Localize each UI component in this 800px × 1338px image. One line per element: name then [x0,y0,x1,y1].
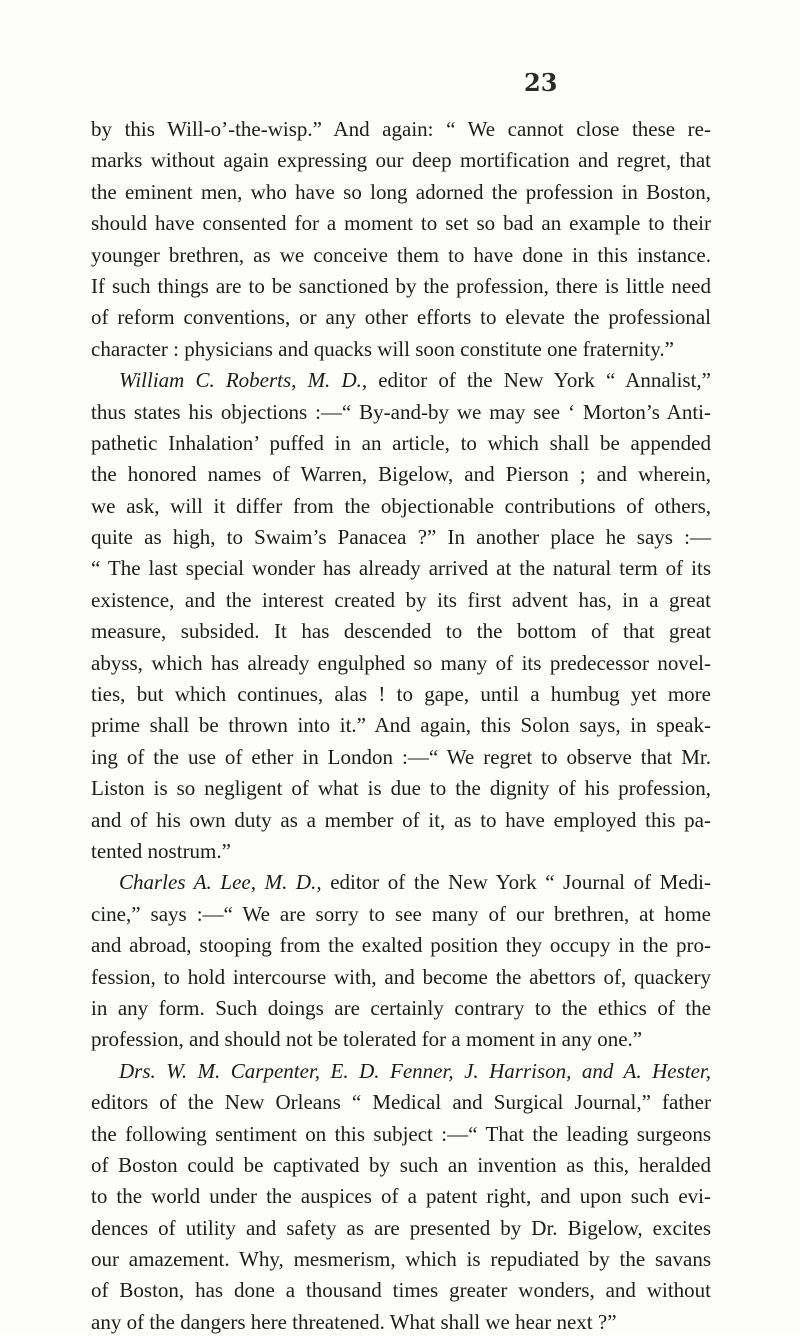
text-line: we ask, will it differ from the objectionable contributions of others, [91,493,711,518]
text-line: William C. Roberts, M. D., editor of the New York “ Annalist,” [119,368,711,393]
text-line: the following sentiment on this subject :—“ That the leading surgeons [91,1121,711,1146]
body-text [91,114,711,1338]
text-line: editors of the New Orleans “ Medical and Surgical Journal,” father [91,1090,711,1115]
text-line: of reform conventions, or any other efforts to elevate the professional [91,305,711,330]
text-line: prime shall be thrown into it.” And again, this Solon says, in speak- [91,713,711,738]
author-name: Charles A. Lee, M. D., [119,870,322,895]
text-line: younger brethren, as we conceive them to have done in this instance. [91,242,711,267]
text-line: tented nostrum.” [91,838,231,863]
text-line: and of his own duty as a member of it, as to have employed this pa- [91,807,711,832]
text-line: existence, and the interest created by its first advent has, in a great [91,587,711,612]
text-line: fession, to hold intercourse with, and become the abettors of, quackery [91,964,711,989]
text-line: measure, subsided. It has descended to the bottom of that great [91,619,711,644]
text-line: should have consented for a moment to set so bad an example to their [91,211,711,236]
text-line: marks without again expressing our deep mortification and regret, that [91,148,711,173]
text-line: of Boston could be captivated by such an invention as this, heralded [91,1152,711,1177]
text-line: ties, but which continues, alas ! to gape, until a humbug yet more [91,682,711,707]
text-line: Liston is so negligent of what is due to the dignity of his profession, [91,776,711,801]
text-line: Charles A. Lee, M. D., editor of the New York “ Journal of Medi- [119,870,711,895]
text-line: to the world under the auspices of a patent right, and upon such evi- [91,1184,711,1209]
author-name: William C. Roberts, M. D., [119,368,368,393]
text-line: and abroad, stooping from the exalted position they occupy in the pro- [91,933,711,958]
text-line: profession, and should not be tolerated for a moment in any one.” [91,1027,643,1052]
text-line: ing of the use of ether in London :—“ We regret to observe that Mr. [91,744,711,769]
text-line: by this Will-o’-the-wisp.” And again: “ We cannot close these re- [91,117,711,141]
text-line: character : physicians and quacks will soon constitute one fraternity.” [91,336,674,361]
text-line: cine,” says :—“ We are sorry to see many of our brethren, at home [91,901,711,926]
text-line: any of the dangers here threatened. What shall we hear next ?” [91,1309,617,1334]
text-line: abyss, which has already engulphed so many of its predecessor novel- [91,650,711,675]
text-line: the eminent men, who have so long adorned the profession in Boston, [91,179,711,204]
text-line: pathetic Inhalation’ puffed in an article, to which shall be appended [91,430,711,455]
text-line: our amazement. Why, mesmerism, which is repudiated by the savans [91,1247,711,1272]
text-line: in any form. Such doings are certainly contrary to the ethics of the [91,995,711,1020]
page-number: 23 [524,68,558,97]
text-line: dences of utility and safety as are presented by Dr. Bigelow, excites [91,1215,711,1240]
text-line: If such things are to be sanctioned by the profession, there is little need [91,273,711,298]
text-line: quite as high, to Swaim’s Panacea ?” In another place he says :— [91,525,711,550]
text-line: the honored names of Warren, Bigelow, and Pierson ; and wherein, [91,462,711,487]
text-line: thus states his objections :—“ By-and-by we may see ‘ Morton’s Anti- [91,399,711,424]
text-line: “ The last special wonder has already arrived at the natural term of its [91,556,711,581]
text-line [91,1056,711,1087]
text-line: of Boston, has done a thousand times greater wonders, and without [91,1278,711,1303]
author-name: Drs. W. M. Carpenter, E. D. Fenner, J. Harrison, and A. Hester, [119,1058,711,1083]
